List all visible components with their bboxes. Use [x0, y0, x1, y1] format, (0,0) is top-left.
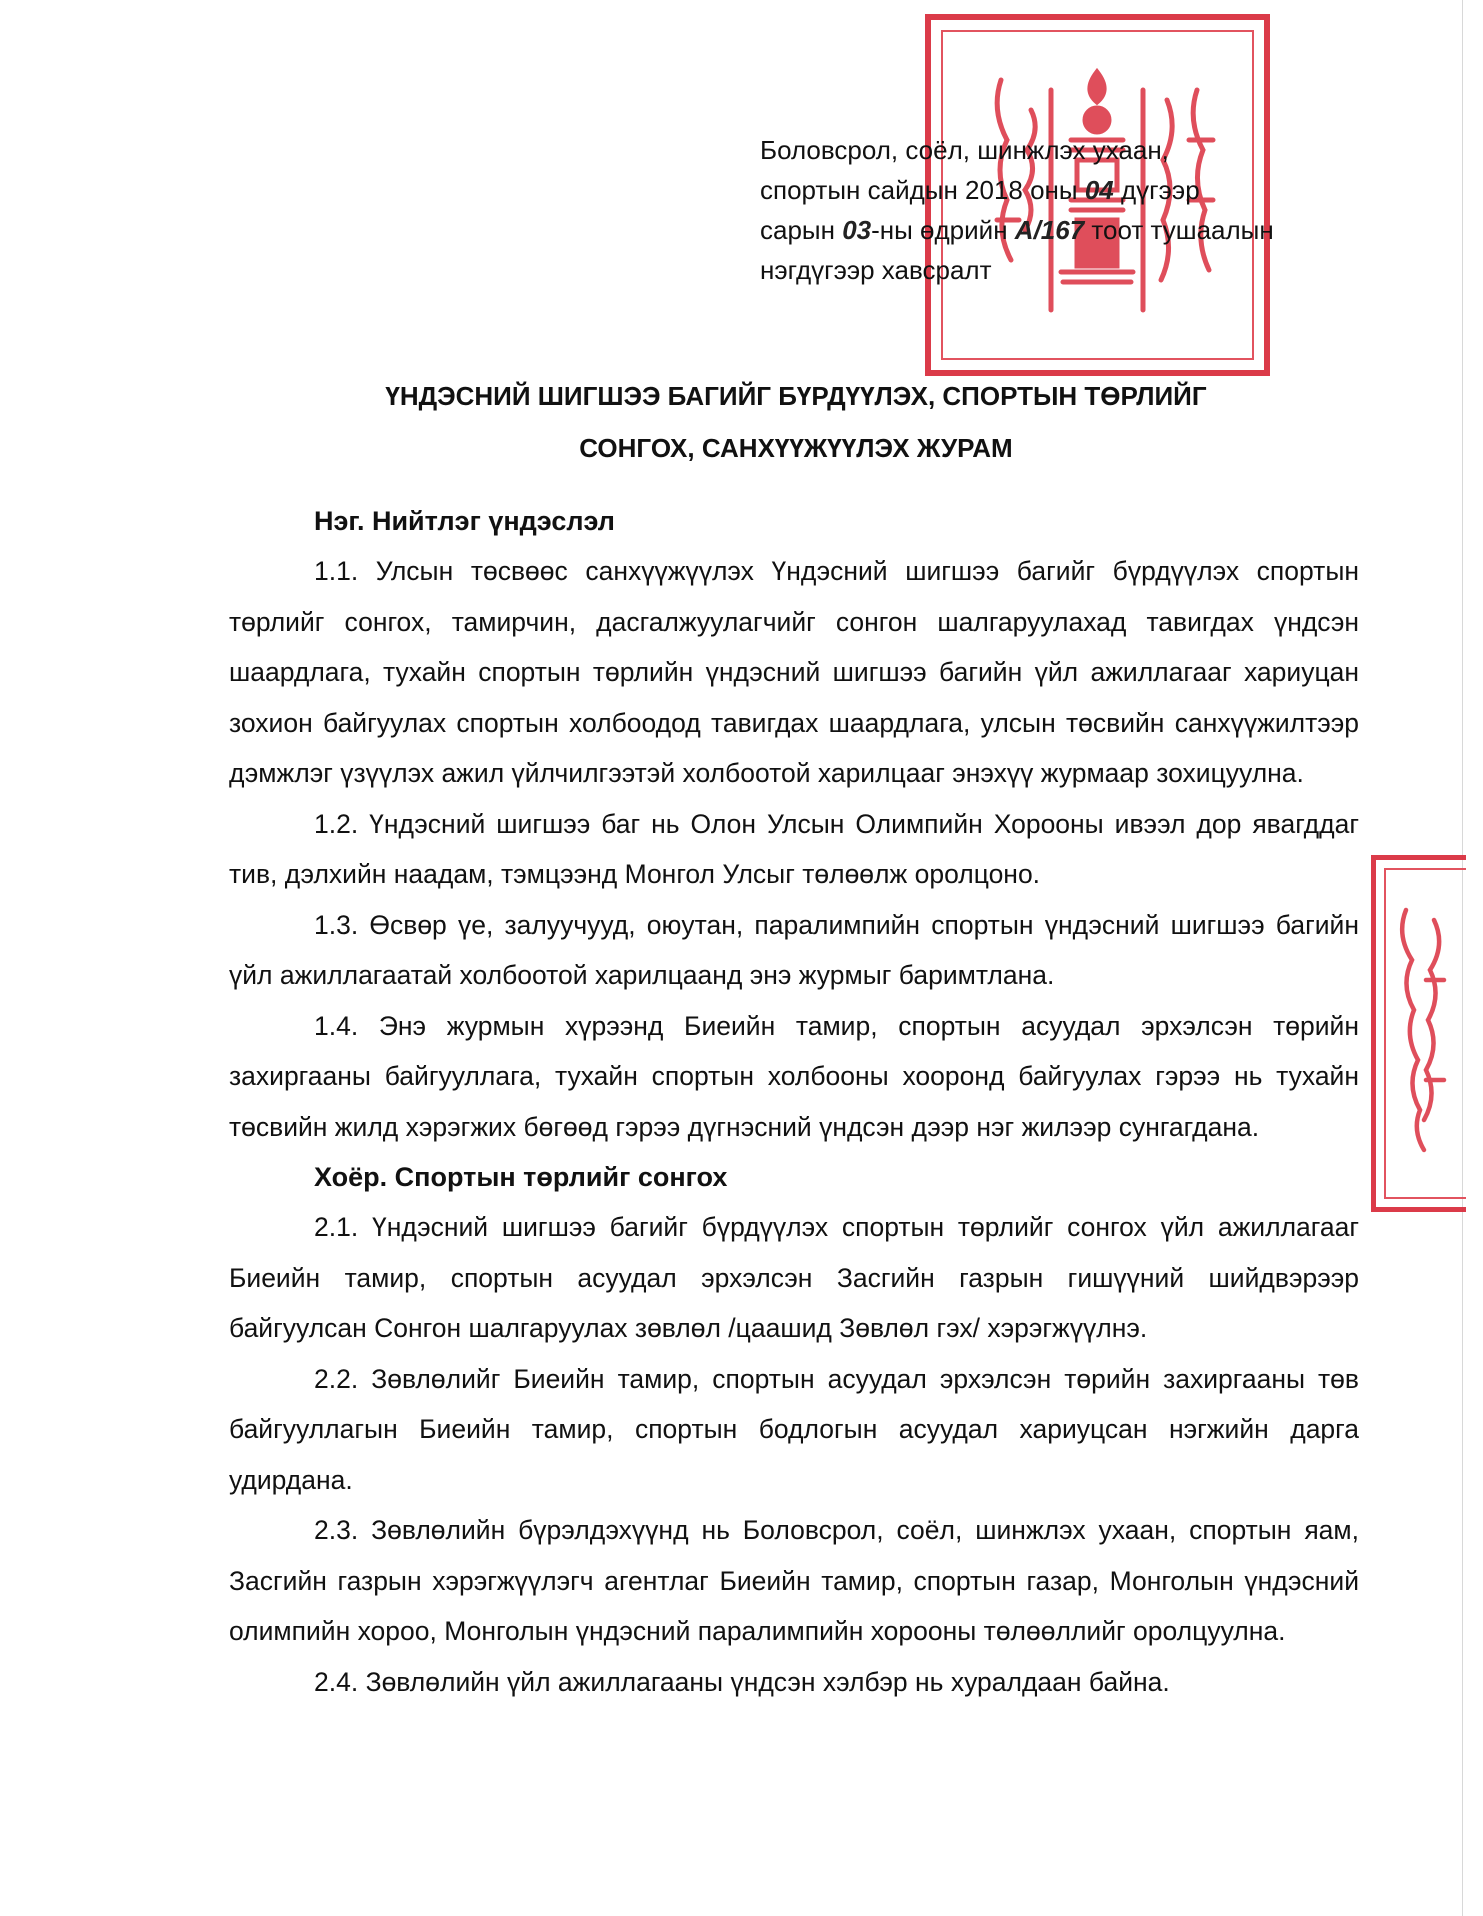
paragraph-2-2: 2.2. Зөвлөлийг Биеийн тамир, спортын асуудал эрхэлсэн төрийн захиргааны төв байгууллагын Биеийн тамир, спортын бодлогын асуудал хариуцсан нэгжийн дарга удирдана.	[229, 1363, 1359, 1495]
paragraph-1-2: 1.2. Үндэсний шигшээ баг нь Олон Улсын Олимпийн Хорооны ивээл дор явагддаг тив, дэлхийн наадам, тэмцээнд Монгол Улсыг төлөөлж оролцоно.	[229, 808, 1359, 889]
annex-note-line-2	[760, 170, 1322, 210]
margin-seal-stamp	[1371, 855, 1466, 1212]
document-title-line-1: ҮНДЭСНИЙ ШИГШЭЭ БАГИЙГ БҮРДҮҮЛЭХ, СПОРТЫН ТӨРЛИЙГ	[385, 381, 1207, 411]
paragraph-1-3: 1.3. Өсвөр үе, залуучууд, оюутан, паралимпийн спортын үндэсний шигшээ багийн үйл ажиллагаатай холбоотой харилцаанд энэ журмыг баримтлана.	[229, 909, 1359, 990]
paragraph-1-4: 1.4. Энэ журмын хүрээнд Биеийн тамир, спортын асуудал эрхэлсэн төрийн захиргааны байгууллага, тухайн спортын холбооны хооронд байгуулах гэрээ нь тухайн төсвийн жилд хэрэгжих бөгөөд гэрээ дүгнэсний үндсэн дээр нэг жилээр сунгагдана.	[229, 1010, 1359, 1142]
annex-note-line-1: Боловсрол, соёл, шинжлэх ухаан,	[760, 135, 1169, 165]
paragraph-1-1: 1.1. Улсын төсвөөс санхүүжүүлэх Үндэсний шигшээ багийг бүрдүүлэх спортын төрлийг сонгох, тамирчин, дасгалжуулагчийг сонгон шалгаруулахад тавигдах үндсэн шаардлага, тухайн спортын төрлийн үндэсний шигшээ багийн үйл ажиллагааг хариуцан зохион байгуулах спортын холбоодод тавигдах шаардлага, улсын төсвийн санхүүжилтээр дэмжлэг үзүүлэх ажил үйлчилгээтэй холбоотой харилцааг энэхүү журмаар зохицуулна.	[229, 556, 1359, 788]
section-1-heading: Нэг. Нийтлэг үндэслэл	[314, 506, 615, 536]
annex-note-text: спортын сайдын 2018 оны	[760, 175, 1078, 205]
annex-note-text: тоот тушаалын	[1091, 215, 1274, 245]
document-title-line-2: СОНГОХ, САНХҮҮЖҮҮЛЭХ ЖУРАМ	[579, 433, 1013, 463]
annex-note-text: дүгээр	[1121, 175, 1200, 205]
annex-note-text: сарын	[760, 215, 835, 245]
handwritten-month: 04	[1084, 175, 1114, 205]
annex-note	[760, 130, 1322, 290]
annex-note-line-3	[760, 210, 1322, 250]
document-title	[230, 370, 1362, 474]
mongolian-script-icon	[1376, 860, 1466, 1207]
document-body	[229, 496, 1359, 1707]
handwritten-day: 03	[842, 215, 872, 245]
paragraph-2-4: 2.4. Зөвлөлийн үйл ажиллагааны үндсэн хэлбэр нь хуралдаан байна.	[314, 1666, 1170, 1697]
annex-note-text: -ны өдрийн	[871, 215, 1008, 245]
annex-note-line-4: нэгдүгээр хавсралт	[760, 255, 992, 285]
paragraph-2-3: 2.3. Зөвлөлийн бүрэлдэхүүнд нь Боловсрол, соёл, шинжлэх ухаан, спортын яам, Засгийн газрын хэрэгжүүлэгч агентлаг Биеийн тамир, спортын газар, Монголын үндэсний олимпийн хороо, Монголын үндэсний паралимпийн хорооны төлөөллийг оролцуулна.	[229, 1515, 1359, 1646]
paragraph-2-1: 2.1. Үндэсний шигшээ багийг бүрдүүлэх спортын төрлийг сонгох үйл ажиллагааг Биеийн тамир, спортын асуудал эрхэлсэн Засгийн газрын гишүүний шийдвэрээр байгуулсан Сонгон шалгаруулах зөвлөл /цаашид Зөвлөл гэх/ хэрэгжүүлнэ.	[229, 1212, 1359, 1343]
handwritten-order-number: А/167	[1014, 215, 1085, 245]
section-2-heading: Хоёр. Спортын төрлийг сонгох	[314, 1162, 728, 1192]
